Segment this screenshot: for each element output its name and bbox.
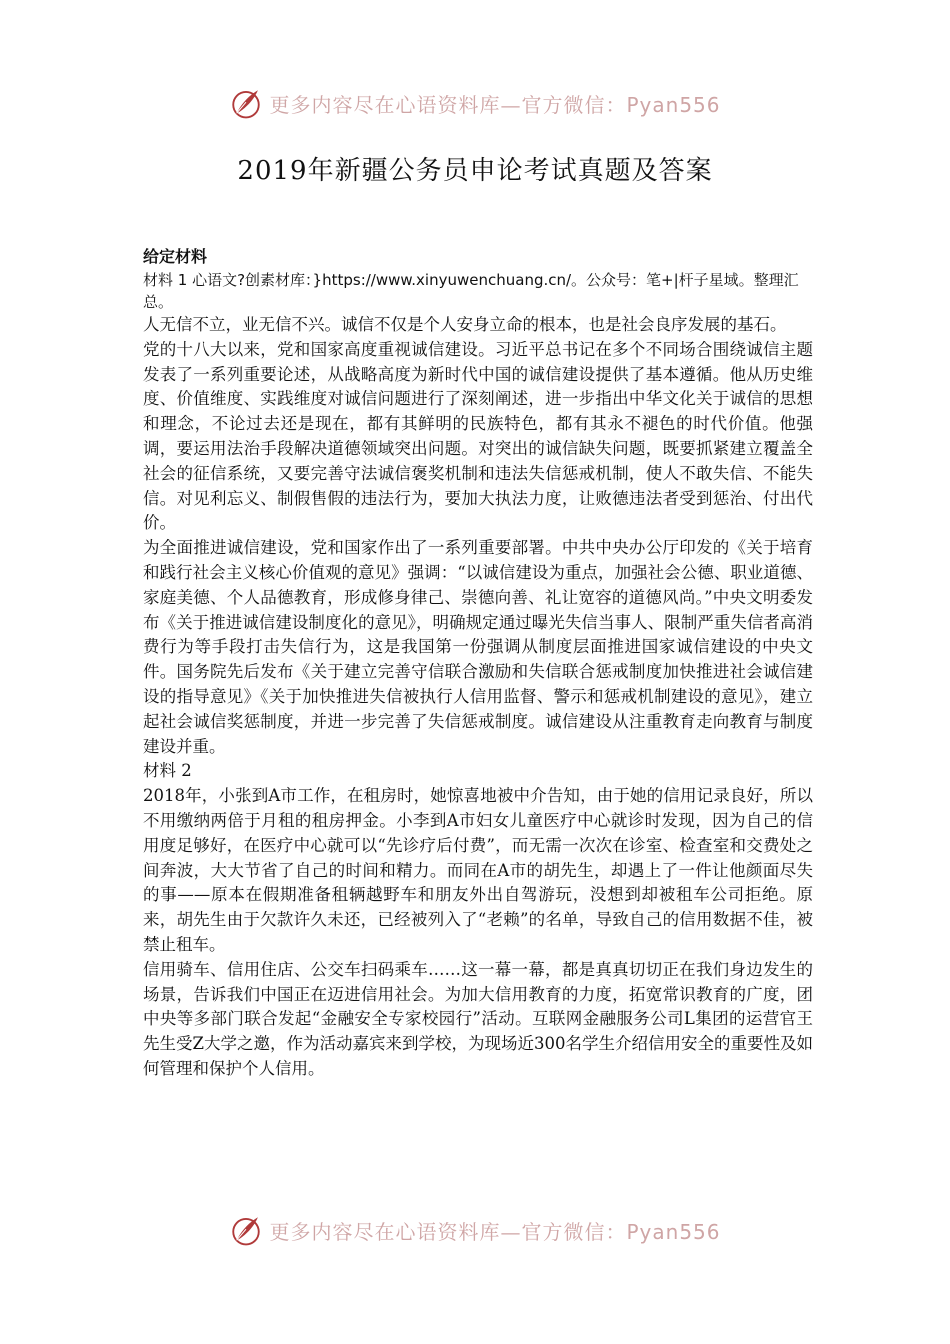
quill-pen-logo-icon xyxy=(229,86,263,120)
paragraph: 为全面推进诚信建设，党和国家作出了一系列重要部署。中共中央办公厅印发的《关于培育和践行社会主义核心价值观的意见》强调：“以诚信建设为重点，加强社会公德、职业道德、家庭美德、个人品德教育，形成修身律己、崇德向善、礼让宽容的道德风尚。”中央文明委发布《关于推进诚信建设制度化的意见》，明确规定通过曝光失信当事人、限制严重失信者高消费行为等手段打击失信行为，这是我国第一份强调从制度层面推进国家诚信建设的中央文件。国务院先后发布《关于建立完善守信联合激励和失信联合惩戒制度加快推进社会诚信建设的指导意见》《关于加快推进失信被执行人信用监督、警示和惩戒机制建设的意见》，建立起社会诚信奖惩制度，并进一步完善了失信惩戒制度。诚信建设从注重教育走向教育与制度建设并重。 xyxy=(143,538,813,756)
paragraph: 2018年，小张到A市工作，在租房时，她惊喜地被中介告知，由于她的信用记录良好，所以不用缴纳两倍于月租的租房押金。小李到A市妇女儿童医疗中心就诊时发现，因为自己的信用度足够好，在医疗中心就可以“先诊疗后付费”，而无需一次次在诊室、检查室和交费处之间奔波，大大节省了自己的时间和精力。而同在A市的胡先生，却遇上了一件让他颜面尽失的事——原本在假期准备租辆越野车和朋友外出自驾游玩，没想到却被租车公司拒绝。原来，胡先生由于欠款许久未还，已经被列入了“老赖”的名单，导致自己的信用数据不佳，被禁止租车。 xyxy=(143,786,813,954)
quill-pen-logo-icon xyxy=(229,1213,263,1247)
document-title: 2019年新疆公务员申论考试真题及答案 xyxy=(237,156,713,186)
section-heading: 给定材料 xyxy=(143,247,208,266)
source-note: 材料 1 心语文?创素材库：}https://www.xinyuwenchuang.cn/。公众号：笔+|杆子星域。整理汇总。 xyxy=(143,271,799,311)
banner-wechat-id: Pyan556 xyxy=(626,1219,721,1244)
paragraph: 信用骑车、信用住店、公交车扫码乘车……这一幕一幕，都是真真切切正在我们身边发生的场景，告诉我们中国正在迈进信用社会。为加大信用教育的力度，拓宽常识教育的广度，团中央等多部门联合发起“金融安全专家校园行”活动。互联网金融服务公司L集团的运营官王先生受Z大学之邀，作为活动嘉宾来到学校，为现场近300名学生介绍信用安全的重要性及如何管理和保护个人信用。 xyxy=(143,959,813,1078)
banner-wechat-id: Pyan556 xyxy=(626,92,721,117)
paragraph: 人无信不立，业无信不兴。诚信不仅是个人安身立命的根本，也是社会良序发展的基石。 xyxy=(143,315,787,334)
document-body xyxy=(143,244,813,1082)
header-watermark-banner xyxy=(0,81,950,125)
paragraph-list xyxy=(143,313,813,1082)
paragraph: 党的十八大以来，党和国家高度重视诚信建设。习近平总书记在多个不同场合围绕诚信主题发表了一系列重要论述，从战略高度为新时代中国的诚信建设提供了基本遵循。他从历史维度、价值维度、实践维度对诚信问题进行了深刻阐述，进一步指出中华文化关于诚信的思想和理念，不论过去还是现在，都有其鲜明的民族特色，都有其永不褪色的时代价值。他强调，要运用法治手段解决道德领域突出问题。对突出的诚信缺失问题，既要抓紧建立覆盖全社会的征信系统，又要完善守法诚信褒奖机制和违法失信惩戒机制，使人不敢失信、不能失信。对见利忘义、制假售假的违法行为，要加大执法力度，让败德违法者受到惩治、付出代价。 xyxy=(143,339,813,533)
footer-watermark-banner xyxy=(0,1208,950,1252)
banner-text-cn: 更多内容尽在心语资料库—官方微信： xyxy=(269,92,627,117)
banner-text-cn: 更多内容尽在心语资料库—官方微信： xyxy=(269,1219,627,1244)
material-heading: 材料 2 xyxy=(143,761,192,781)
